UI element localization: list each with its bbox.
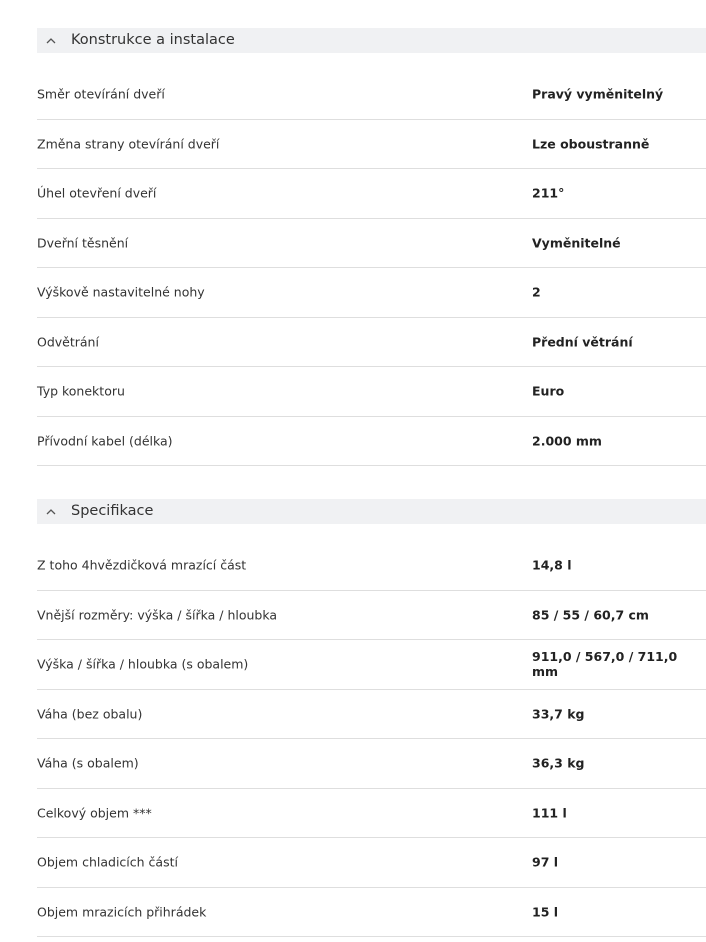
spec-row (37, 789, 706, 839)
spec-row (37, 70, 706, 120)
spec-label: Výška / šířka / hloubka (s obalem) (37, 656, 249, 672)
spec-label: Váha (s obalem) (37, 755, 139, 771)
spec-row (37, 268, 706, 318)
spec-value: 85 / 55 / 60,7 cm (532, 607, 649, 623)
section-title: Konstrukce a instalace (71, 32, 235, 48)
spec-row (37, 219, 706, 269)
spec-label: Objem mrazicích přihrádek (37, 904, 207, 920)
spec-value: 211° (532, 185, 565, 201)
spec-row (37, 690, 706, 740)
spec-label: Celkový objem *** (37, 805, 152, 821)
spec-value: 33,7 kg (532, 706, 585, 722)
spec-label: Výškově nastavitelné nohy (37, 284, 205, 300)
spec-value: Pravý vyměnitelný (532, 86, 664, 102)
chevron-up-icon (46, 36, 56, 46)
spec-label: Z toho 4hvězdičková mrazící část (37, 557, 247, 573)
spec-label: Úhel otevření dveří (37, 185, 157, 201)
spec-value: 15 l (532, 904, 559, 920)
spec-row (37, 838, 706, 888)
spec-row (37, 169, 706, 219)
spec-value: 911,0 / 567,0 / 711,0 mm (532, 649, 678, 680)
spec-value: 2.000 mm (532, 433, 602, 449)
section-konstrukce (37, 28, 706, 466)
spec-row (37, 739, 706, 789)
section-header-konstrukce[interactable] (37, 28, 706, 53)
spec-row (37, 120, 706, 170)
spec-row (37, 640, 706, 690)
spec-label: Změna strany otevírání dveří (37, 136, 220, 152)
section-title: Specifikace (71, 503, 154, 519)
spec-label: Vnější rozměry: výška / šířka / hloubka (37, 607, 278, 623)
spec-label: Směr otevírání dveří (37, 86, 165, 102)
section-header-specifikace[interactable] (37, 499, 706, 524)
spec-row (37, 318, 706, 368)
spec-value: 97 l (532, 854, 559, 870)
spec-row (37, 367, 706, 417)
spec-value: 2 (532, 284, 541, 300)
spec-value: 36,3 kg (532, 755, 585, 771)
spec-value: Vyměnitelné (532, 235, 621, 251)
section-specifikace (37, 499, 706, 937)
spec-row (37, 541, 706, 591)
spec-row (37, 417, 706, 467)
spec-label: Přívodní kabel (délka) (37, 433, 173, 449)
chevron-up-icon (46, 507, 56, 517)
spec-row (37, 888, 706, 938)
spec-label: Odvětrání (37, 334, 99, 350)
spec-value: Lze oboustranně (532, 136, 650, 152)
spec-label: Dveřní těsnění (37, 235, 129, 251)
spec-row (37, 591, 706, 641)
spec-value: 14,8 l (532, 557, 572, 573)
spec-value: Euro (532, 383, 565, 399)
spec-label: Objem chladicích částí (37, 854, 178, 870)
spec-value: Přední větrání (532, 334, 633, 350)
spec-label: Typ konektoru (37, 383, 125, 399)
spec-label: Váha (bez obalu) (37, 706, 143, 722)
spec-value: 111 l (532, 805, 567, 821)
